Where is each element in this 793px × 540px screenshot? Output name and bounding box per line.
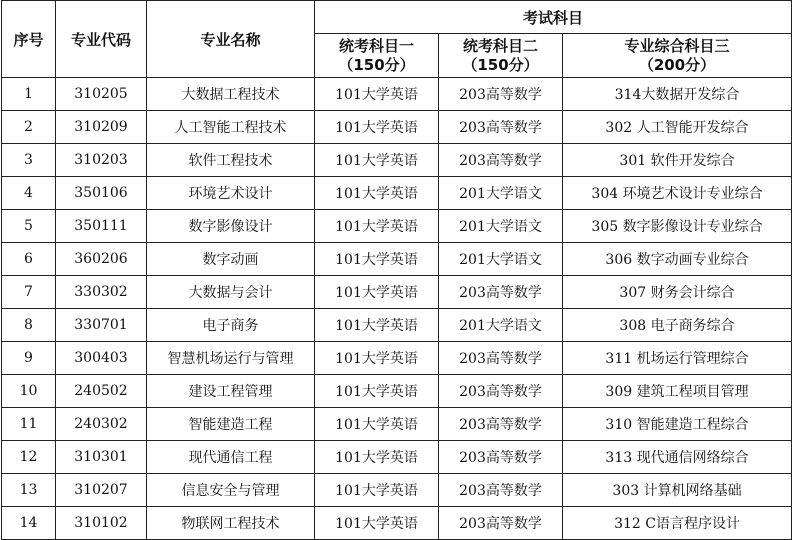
cell-subject2: 201大学语文 (439, 177, 563, 210)
cell-subject3: 301 软件开发综合 (563, 144, 792, 177)
cell-subject1: 101大学英语 (315, 309, 439, 342)
cell-major-name: 现代通信工程 (147, 441, 315, 474)
cell-code: 350111 (56, 210, 147, 243)
cell-seq: 12 (2, 441, 56, 474)
cell-subject2: 203高等数学 (439, 375, 563, 408)
cell-major-name: 智能建造工程 (147, 408, 315, 441)
cell-subject1: 101大学英语 (315, 177, 439, 210)
cell-subject3: 312 C语言程序设计 (563, 507, 792, 540)
cell-subject2: 201大学语文 (439, 243, 563, 276)
cell-subject1: 101大学英语 (315, 78, 439, 111)
cell-subject2: 203高等数学 (439, 342, 563, 375)
table-row (2, 441, 792, 474)
cell-subject1: 101大学英语 (315, 507, 439, 540)
cell-seq: 7 (2, 276, 56, 309)
cell-seq: 13 (2, 474, 56, 507)
cell-code: 330701 (56, 309, 147, 342)
cell-seq: 8 (2, 309, 56, 342)
table-row (2, 309, 792, 342)
cell-code: 240302 (56, 408, 147, 441)
header-subject2-score: （150分） (462, 55, 539, 74)
header-subject3 (563, 34, 792, 78)
header-row-top (2, 1, 792, 34)
cell-subject2: 203高等数学 (439, 111, 563, 144)
cell-code: 310301 (56, 441, 147, 474)
cell-major-name: 数字动画 (147, 243, 315, 276)
table-row (2, 276, 792, 309)
table-row (2, 408, 792, 441)
cell-subject3: 306 数字动画专业综合 (563, 243, 792, 276)
table-row (2, 111, 792, 144)
table-row (2, 210, 792, 243)
header-exam-group: 考试科目 (315, 1, 792, 34)
cell-subject3: 311 机场运行管理综合 (563, 342, 792, 375)
cell-subject1: 101大学英语 (315, 375, 439, 408)
cell-subject3: 302 人工智能开发综合 (563, 111, 792, 144)
cell-subject1: 101大学英语 (315, 342, 439, 375)
exam-subjects-table (1, 0, 792, 540)
cell-subject1: 101大学英语 (315, 210, 439, 243)
header-name: 专业名称 (147, 1, 315, 78)
cell-subject1: 101大学英语 (315, 408, 439, 441)
header-subject1-score: （150分） (338, 55, 415, 74)
cell-subject3: 314大数据开发综合 (563, 78, 792, 111)
header-subject3-score: （200分） (638, 55, 716, 74)
cell-seq: 3 (2, 144, 56, 177)
cell-major-name: 数字影像设计 (147, 210, 315, 243)
cell-subject2: 203高等数学 (439, 474, 563, 507)
cell-subject3: 313 现代通信网络综合 (563, 441, 792, 474)
cell-subject3: 304 环境艺术设计专业综合 (563, 177, 792, 210)
header-subject3-title: 专业综合科目三 (624, 36, 730, 55)
cell-subject3: 307 财务会计综合 (563, 276, 792, 309)
cell-subject3: 303 计算机网络基础 (563, 474, 792, 507)
cell-code: 350106 (56, 177, 147, 210)
cell-subject3: 308 电子商务综合 (563, 309, 792, 342)
cell-subject2: 203高等数学 (439, 408, 563, 441)
cell-subject2: 203高等数学 (439, 276, 563, 309)
cell-subject2: 201大学语文 (439, 309, 563, 342)
cell-subject3: 305 数字影像设计专业综合 (563, 210, 792, 243)
cell-code: 310102 (56, 507, 147, 540)
cell-seq: 10 (2, 375, 56, 408)
cell-code: 310205 (56, 78, 147, 111)
cell-code: 360206 (56, 243, 147, 276)
cell-subject3: 310 智能建造工程综合 (563, 408, 792, 441)
cell-code: 240502 (56, 375, 147, 408)
cell-subject1: 101大学英语 (315, 276, 439, 309)
cell-subject1: 101大学英语 (315, 441, 439, 474)
cell-code: 310207 (56, 474, 147, 507)
table-row (2, 474, 792, 507)
cell-code: 300403 (56, 342, 147, 375)
cell-subject1: 101大学英语 (315, 474, 439, 507)
cell-subject2: 203高等数学 (439, 507, 563, 540)
cell-subject2: 203高等数学 (439, 144, 563, 177)
table-row (2, 342, 792, 375)
cell-major-name: 大数据与会计 (147, 276, 315, 309)
cell-major-name: 电子商务 (147, 309, 315, 342)
cell-code: 330302 (56, 276, 147, 309)
cell-seq: 11 (2, 408, 56, 441)
cell-seq: 4 (2, 177, 56, 210)
header-subject1-title: 统考科目一 (338, 36, 414, 55)
cell-seq: 6 (2, 243, 56, 276)
table-row (2, 177, 792, 210)
cell-subject2: 201大学语文 (439, 210, 563, 243)
table-row (2, 375, 792, 408)
header-subject1 (315, 34, 439, 78)
cell-code: 310209 (56, 111, 147, 144)
header-subject2-title: 统考科目二 (462, 36, 538, 55)
cell-seq: 2 (2, 111, 56, 144)
cell-major-name: 大数据工程技术 (147, 78, 315, 111)
table-row (2, 243, 792, 276)
cell-subject1: 101大学英语 (315, 144, 439, 177)
header-seq: 序号 (2, 1, 56, 78)
cell-major-name: 环境艺术设计 (147, 177, 315, 210)
cell-code: 310203 (56, 144, 147, 177)
table-row (2, 507, 792, 540)
cell-seq: 1 (2, 78, 56, 111)
cell-seq: 5 (2, 210, 56, 243)
cell-major-name: 建设工程管理 (147, 375, 315, 408)
header-code: 专业代码 (56, 1, 147, 78)
cell-subject2: 203高等数学 (439, 441, 563, 474)
cell-subject2: 203高等数学 (439, 78, 563, 111)
cell-major-name: 智慧机场运行与管理 (147, 342, 315, 375)
table-body (2, 78, 792, 540)
table-row (2, 78, 792, 111)
cell-major-name: 软件工程技术 (147, 144, 315, 177)
cell-major-name: 信息安全与管理 (147, 474, 315, 507)
cell-major-name: 人工智能工程技术 (147, 111, 315, 144)
table-row (2, 144, 792, 177)
cell-subject1: 101大学英语 (315, 111, 439, 144)
cell-seq: 9 (2, 342, 56, 375)
cell-major-name: 物联网工程技术 (147, 507, 315, 540)
cell-subject3: 309 建筑工程项目管理 (563, 375, 792, 408)
cell-subject1: 101大学英语 (315, 243, 439, 276)
header-subject2 (439, 34, 563, 78)
cell-seq: 14 (2, 507, 56, 540)
